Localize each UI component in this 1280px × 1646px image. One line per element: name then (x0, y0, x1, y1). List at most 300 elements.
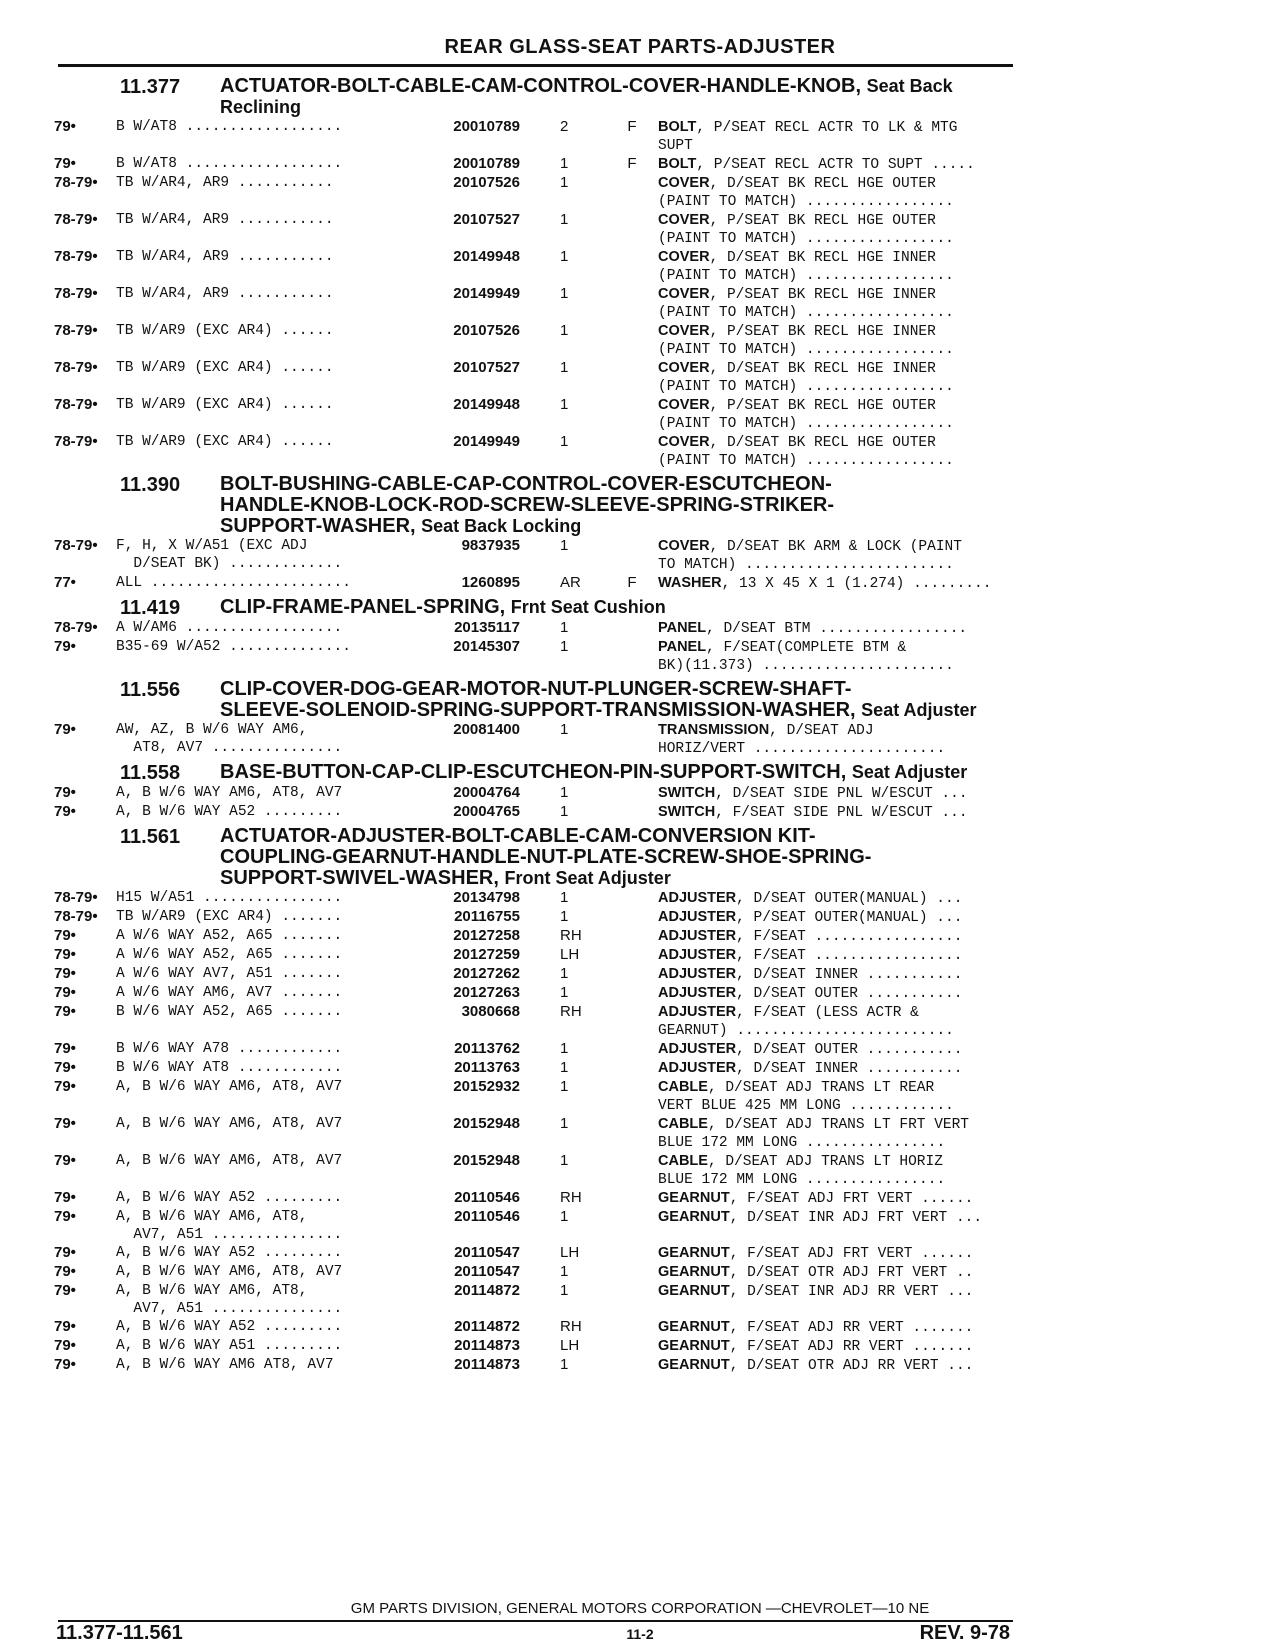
application: TB W/AR4, AR9 ........... (116, 286, 334, 302)
quantity: 1 (560, 1208, 569, 1225)
group-header (54, 762, 1014, 784)
table-row (54, 248, 1014, 285)
model-year: 79• (54, 1337, 76, 1354)
part-number: 20004764 (453, 784, 520, 801)
table-row (54, 1040, 1014, 1059)
part-name: GEARNUT (658, 1245, 730, 1261)
note-code (606, 174, 658, 211)
application: F, H, X W/A51 (EXC ADJ D/SEAT BK) ............. (116, 538, 343, 572)
part-number: 20149949 (453, 285, 520, 302)
description: GEARNUT, D/SEAT OTR ADJ RR VERT ... (658, 1357, 974, 1374)
application: A, B W/6 WAY A52 ......... (116, 1319, 343, 1335)
note-code (606, 1244, 658, 1263)
model-year: 78-79• (54, 889, 98, 906)
application: TB W/AR9 (EXC AR4) ...... (116, 323, 334, 339)
group-number: 11.556 (120, 679, 181, 701)
description: COVER, D/SEAT BK RECL HGE OUTER (PAINT TO MATCH) ................. (658, 175, 954, 210)
model-year: 79• (54, 1318, 76, 1335)
quantity: 1 (560, 1078, 569, 1095)
part-name: GEARNUT (658, 1264, 730, 1280)
application: A, B W/6 WAY AM6, AT8, AV7 (116, 785, 343, 801)
table-row (54, 359, 1014, 396)
page-number: 11-2 (626, 1626, 654, 1642)
quantity: 1 (560, 619, 569, 636)
part-number: 20152948 (453, 1152, 520, 1169)
note-code (606, 965, 658, 984)
part-name: COVER (658, 212, 710, 228)
part-number: 20149949 (453, 433, 520, 450)
description: PANEL, D/SEAT BTM ................. (658, 620, 968, 637)
part-name: TRANSMISSION (658, 722, 770, 738)
note-code (606, 537, 658, 574)
part-number: 20113763 (454, 1059, 520, 1076)
table-row (54, 1003, 1014, 1040)
application: A, B W/6 WAY A52 ......... (116, 1245, 343, 1261)
quantity: LH (560, 1337, 580, 1354)
parts-group (54, 679, 1014, 758)
part-name: ADJUSTER (658, 909, 737, 925)
group-number: 11.561 (120, 826, 181, 848)
group-title-text: CLIP-COVER-DOG-GEAR-MOTOR-NUT-PLUNGER-SCREW-SHAFT- SLEEVE-SOLENOID-SPRING-SUPPORT-TRANSMISSION-WASHER, (220, 678, 856, 721)
quantity: 1 (560, 285, 569, 302)
model-year: 78-79• (54, 285, 98, 302)
part-number: 20127259 (453, 946, 520, 963)
part-number: 20081400 (453, 721, 520, 738)
description: ADJUSTER, F/SEAT (LESS ACTR & GEARNUT) ......................... (658, 1004, 954, 1039)
part-number: 20107527 (453, 211, 520, 228)
part-number: 20010789 (453, 118, 520, 135)
quantity: 1 (560, 1356, 569, 1373)
description: ADJUSTER, D/SEAT OUTER(MANUAL) ... (658, 890, 963, 907)
model-year: 79• (54, 1078, 76, 1095)
note-code (606, 927, 658, 946)
description: COVER, D/SEAT BK RECL HGE OUTER (PAINT TO MATCH) ................. (658, 434, 954, 469)
group-number: 11.390 (120, 474, 181, 496)
quantity: 1 (560, 1059, 569, 1076)
model-year: 79• (54, 1189, 76, 1206)
note-code (606, 1356, 658, 1375)
application: TB W/AR9 (EXC AR4) ...... (116, 434, 334, 450)
table-row (54, 908, 1014, 927)
revision-label: REV. 9-78 (919, 1622, 1010, 1644)
model-year: 78-79• (54, 322, 98, 339)
model-year: 79• (54, 1115, 76, 1132)
description: ADJUSTER, F/SEAT ................. (658, 947, 963, 964)
quantity: 1 (560, 248, 569, 265)
bottom-rule (58, 1620, 1013, 1622)
description: BOLT, P/SEAT RECL ACTR TO LK & MTG SUPT (658, 119, 958, 154)
table-row (54, 537, 1014, 574)
application: A, B W/6 WAY A52 ......... (116, 804, 343, 820)
quantity: RH (560, 1189, 582, 1206)
table-row (54, 803, 1014, 822)
quantity: 1 (560, 433, 569, 450)
quantity: 1 (560, 984, 569, 1001)
quantity: 1 (560, 1282, 569, 1299)
note-code (606, 946, 658, 965)
description: COVER, D/SEAT BK RECL HGE INNER (PAINT TO MATCH) ................. (658, 360, 954, 395)
top-rule (58, 64, 1013, 67)
description: ADJUSTER, D/SEAT INNER ........... (658, 1060, 963, 1077)
part-name: ADJUSTER (658, 1004, 737, 1020)
part-number: 20152932 (453, 1078, 520, 1095)
model-year: 79• (54, 1263, 76, 1280)
note-code (606, 1040, 658, 1059)
model-year: 79• (54, 927, 76, 944)
part-number: 20107527 (453, 359, 520, 376)
application: A, B W/6 WAY AM6, AT8, AV7 (116, 1079, 343, 1095)
quantity: 1 (560, 211, 569, 228)
part-number: 20127262 (453, 965, 520, 982)
table-row (54, 1208, 1014, 1244)
part-name: ADJUSTER (658, 890, 737, 906)
description: ADJUSTER, D/SEAT OUTER ........... (658, 1041, 963, 1058)
model-year: 79• (54, 1003, 76, 1020)
table-row (54, 1189, 1014, 1208)
group-header (54, 679, 1014, 721)
part-name: COVER (658, 434, 710, 450)
group-title (220, 679, 980, 721)
note-code: F (627, 118, 637, 135)
quantity: 1 (560, 155, 569, 172)
note-code (606, 1337, 658, 1356)
application: A, B W/6 WAY AM6 AT8, AV7 (116, 1357, 334, 1373)
group-header (54, 474, 1014, 537)
table-row (54, 285, 1014, 322)
quantity: LH (560, 946, 580, 963)
part-name: ADJUSTER (658, 947, 737, 963)
note-code (606, 1318, 658, 1337)
group-title-text: CLIP-FRAME-PANEL-SPRING, (220, 596, 506, 618)
part-name: ADJUSTER (658, 1060, 737, 1076)
model-year: 78-79• (54, 908, 98, 925)
quantity: 1 (560, 1040, 569, 1057)
group-title-text: BOLT-BUSHING-CABLE-CAP-CONTROL-COVER-ESCUTCHEON- HANDLE-KNOB-LOCK-ROD-SCREW-SLEEVE-SPRING-STRIKER- SUPPORT-WASHER, (220, 473, 835, 537)
table-row (54, 984, 1014, 1003)
quantity: 1 (560, 965, 569, 982)
group-subtitle: Seat Adjuster (861, 700, 977, 720)
parts-group (54, 76, 1014, 470)
description: GEARNUT, F/SEAT ADJ RR VERT ....... (658, 1319, 974, 1336)
part-number: 3080668 (461, 1003, 520, 1020)
part-name: ADJUSTER (658, 928, 737, 944)
model-year: 79• (54, 946, 76, 963)
model-year: 78-79• (54, 211, 98, 228)
part-number: 20004765 (453, 803, 520, 820)
page-range: 11.377-11.561 (56, 1622, 183, 1644)
description: CABLE, D/SEAT ADJ TRANS LT HORIZ BLUE 172 MM LONG ................ (658, 1153, 946, 1188)
note-code (606, 619, 658, 638)
group-subtitle: Front Seat Adjuster (504, 868, 671, 888)
note-code (606, 1208, 658, 1244)
part-name: COVER (658, 286, 710, 302)
model-year: 79• (54, 155, 76, 172)
description: ADJUSTER, D/SEAT INNER ........... (658, 966, 963, 983)
table-row (54, 619, 1014, 638)
note-code (606, 1282, 658, 1318)
group-title (220, 762, 980, 783)
table-row (54, 1115, 1014, 1152)
group-number: 11.558 (120, 762, 181, 784)
description: COVER, P/SEAT BK RECL HGE INNER (PAINT TO MATCH) ................. (658, 323, 954, 358)
model-year: 79• (54, 1282, 76, 1299)
part-number: 20149948 (453, 248, 520, 265)
application: H15 W/A51 ................ (116, 890, 343, 906)
part-name: PANEL (658, 620, 707, 636)
part-name: COVER (658, 249, 710, 265)
parts-group (54, 597, 1014, 675)
part-name: PANEL (658, 639, 707, 655)
part-number: 20113762 (454, 1040, 520, 1057)
table-row (54, 946, 1014, 965)
table-row (54, 1318, 1014, 1337)
part-number: 20110546 (454, 1208, 520, 1225)
description: COVER, P/SEAT BK RECL HGE OUTER (PAINT TO MATCH) ................. (658, 397, 954, 432)
model-year: 78-79• (54, 433, 98, 450)
table-row (54, 889, 1014, 908)
table-row (54, 1263, 1014, 1282)
note-code (606, 1078, 658, 1115)
model-year: 78-79• (54, 359, 98, 376)
quantity: RH (560, 1318, 582, 1335)
note-code (606, 721, 658, 758)
part-number: 20127263 (453, 984, 520, 1001)
note-code (606, 396, 658, 433)
application: ALL ....................... (116, 575, 351, 591)
model-year: 79• (54, 803, 76, 820)
application: A, B W/6 WAY AM6, AT8, AV7 (116, 1264, 343, 1280)
application: B W/AT8 .................. (116, 156, 343, 172)
description: CABLE, D/SEAT ADJ TRANS LT REAR VERT BLUE 425 MM LONG ............ (658, 1079, 954, 1114)
group-title (220, 76, 980, 118)
quantity: 1 (560, 174, 569, 191)
group-title (220, 474, 980, 537)
part-number: 20134798 (453, 889, 520, 906)
table-row (54, 1152, 1014, 1189)
parts-group (54, 474, 1014, 593)
table-row (54, 574, 1014, 593)
model-year: 79• (54, 1059, 76, 1076)
group-number: 11.419 (120, 597, 181, 619)
application: TB W/AR9 (EXC AR4) ...... (116, 360, 334, 376)
part-name: ADJUSTER (658, 966, 737, 982)
application: A, B W/6 WAY A52 ......... (116, 1190, 343, 1206)
quantity: 1 (560, 359, 569, 376)
table-row (54, 1059, 1014, 1078)
application: TB W/AR4, AR9 ........... (116, 212, 334, 228)
table-row (54, 1356, 1014, 1375)
application: A W/6 WAY A52, A65 ....... (116, 928, 343, 944)
note-code (606, 1059, 658, 1078)
application: TB W/AR4, AR9 ........... (116, 175, 334, 191)
part-number: 20127258 (453, 927, 520, 944)
part-name: GEARNUT (658, 1357, 730, 1373)
page-title: REAR GLASS-SEAT PARTS-ADJUSTER (444, 36, 836, 58)
group-title-text: BASE-BUTTON-CAP-CLIP-ESCUTCHEON-PIN-SUPPORT-SWITCH, (220, 761, 847, 783)
group-title (220, 826, 980, 889)
part-number: 20114872 (454, 1282, 520, 1299)
part-name: BOLT (658, 119, 697, 135)
model-year: 79• (54, 638, 76, 655)
quantity: 1 (560, 1152, 569, 1169)
group-title (220, 597, 980, 618)
application: B W/6 WAY A52, A65 ....... (116, 1004, 343, 1020)
quantity: AR (560, 574, 581, 591)
description: TRANSMISSION, D/SEAT ADJ HORIZ/VERT ...................... (658, 722, 946, 757)
note-code (606, 248, 658, 285)
quantity: 1 (560, 537, 569, 554)
quantity: 1 (560, 721, 569, 738)
part-number: 20107526 (453, 322, 520, 339)
description: ADJUSTER, P/SEAT OUTER(MANUAL) ... (658, 909, 963, 926)
quantity: 1 (560, 889, 569, 906)
note-code (606, 908, 658, 927)
note-code (606, 1003, 658, 1040)
application: A, B W/6 WAY AM6, AT8, AV7 (116, 1153, 343, 1169)
model-year: 79• (54, 1244, 76, 1261)
part-number: 20145307 (453, 638, 520, 655)
application: B W/6 WAY A78 ............ (116, 1041, 343, 1057)
parts-group (54, 826, 1014, 1375)
application: A, B W/6 WAY A51 ......... (116, 1338, 343, 1354)
description: WASHER, 13 X 45 X 1 (1.274) ......... (658, 575, 992, 592)
description: ADJUSTER, F/SEAT ................. (658, 928, 963, 945)
model-year: 78-79• (54, 396, 98, 413)
application: B W/AT8 .................. (116, 119, 343, 135)
note-code: F (627, 574, 637, 591)
note-code (606, 1189, 658, 1208)
application: TB W/AR4, AR9 ........... (116, 249, 334, 265)
table-row (54, 118, 1014, 155)
description: COVER, D/SEAT BK ARM & LOCK (PAINT TO MATCH) ........................ (658, 538, 962, 573)
part-name: CABLE (658, 1153, 708, 1169)
application: AW, AZ, B W/6 WAY AM6, AT8, AV7 ............... (116, 722, 343, 756)
application: A W/AM6 .................. (116, 620, 343, 636)
group-header (54, 76, 1014, 118)
part-name: COVER (658, 323, 710, 339)
note-code (606, 211, 658, 248)
model-year: 79• (54, 1040, 76, 1057)
description: GEARNUT, D/SEAT INR ADJ FRT VERT ... (658, 1209, 983, 1226)
model-year: 78-79• (54, 537, 98, 554)
part-name: COVER (658, 538, 710, 554)
table-row (54, 174, 1014, 211)
application: TB W/AR9 (EXC AR4) ....... (116, 909, 343, 925)
part-number: 20114872 (454, 1318, 520, 1335)
part-name: COVER (658, 175, 710, 191)
description: ADJUSTER, D/SEAT OUTER ........... (658, 985, 963, 1002)
quantity: LH (560, 1244, 580, 1261)
table-row (54, 155, 1014, 174)
part-name: COVER (658, 360, 710, 376)
part-name: BOLT (658, 156, 697, 172)
quantity: 1 (560, 1115, 569, 1132)
part-name: GEARNUT (658, 1209, 730, 1225)
note-code: F (627, 155, 637, 172)
model-year: 79• (54, 1152, 76, 1169)
part-name: GEARNUT (658, 1319, 730, 1335)
note-code (606, 803, 658, 822)
parts-list (54, 72, 1014, 1375)
part-name: SWITCH (658, 804, 716, 820)
description: SWITCH, D/SEAT SIDE PNL W/ESCUT ... (658, 785, 968, 802)
quantity: 1 (560, 908, 569, 925)
table-row (54, 1078, 1014, 1115)
group-subtitle: Frnt Seat Cushion (510, 597, 666, 617)
application: A, B W/6 WAY AM6, AT8, AV7, A51 ............... (116, 1209, 343, 1243)
part-name: CABLE (658, 1079, 708, 1095)
model-year: 79• (54, 1208, 76, 1225)
model-year: 79• (54, 1356, 76, 1373)
quantity: RH (560, 1003, 582, 1020)
application: A W/6 WAY AV7, A51 ....... (116, 966, 343, 982)
description: GEARNUT, F/SEAT ADJ RR VERT ....... (658, 1338, 974, 1355)
part-name: COVER (658, 397, 710, 413)
part-number: 20110547 (454, 1263, 520, 1280)
note-code (606, 1263, 658, 1282)
table-row (54, 1282, 1014, 1318)
description: PANEL, F/SEAT(COMPLETE BTM & BK)(11.373) ...................... (658, 639, 954, 674)
table-row (54, 721, 1014, 758)
part-name: ADJUSTER (658, 1041, 737, 1057)
part-name: GEARNUT (658, 1338, 730, 1354)
part-number: 9837935 (461, 537, 520, 554)
quantity: 1 (560, 1263, 569, 1280)
group-subtitle: Seat Back Locking (421, 516, 582, 536)
quantity: 1 (560, 322, 569, 339)
application: TB W/AR9 (EXC AR4) ...... (116, 397, 334, 413)
group-title-text: ACTUATOR-ADJUSTER-BOLT-CABLE-CAM-CONVERSION KIT- COUPLING-GEARNUT-HANDLE-NUT-PLATE-SCREW-SHOE-SPRING- SUPPORT-SWIVEL-WASHER, (220, 825, 872, 889)
note-code (606, 359, 658, 396)
table-row (54, 965, 1014, 984)
group-header (54, 597, 1014, 619)
model-year: 79• (54, 118, 76, 135)
part-number: 20107526 (453, 174, 520, 191)
table-row (54, 1244, 1014, 1263)
description: CABLE, D/SEAT ADJ TRANS LT FRT VERT BLUE 172 MM LONG ................ (658, 1116, 969, 1151)
note-code (606, 638, 658, 675)
note-code (606, 322, 658, 359)
model-year: 78-79• (54, 619, 98, 636)
footer-note: GM PARTS DIVISION, GENERAL MOTORS CORPORATION —CHEVROLET—10 NE (350, 1600, 930, 1617)
quantity: 2 (560, 118, 569, 135)
quantity: 1 (560, 638, 569, 655)
note-code (606, 1152, 658, 1189)
application: A, B W/6 WAY AM6, AT8, AV7, A51 ............... (116, 1283, 343, 1317)
part-number: 20110547 (454, 1244, 520, 1261)
model-year: 79• (54, 721, 76, 738)
part-number: 20149948 (453, 396, 520, 413)
group-subtitle: Seat Back Reclining (220, 76, 953, 117)
note-code (606, 784, 658, 803)
description: SWITCH, F/SEAT SIDE PNL W/ESCUT ... (658, 804, 968, 821)
table-row (54, 322, 1014, 359)
description: COVER, D/SEAT BK RECL HGE INNER (PAINT TO MATCH) ................. (658, 249, 954, 284)
model-year: 78-79• (54, 248, 98, 265)
table-row (54, 638, 1014, 675)
part-number: 20135117 (454, 619, 520, 636)
part-name: GEARNUT (658, 1190, 730, 1206)
quantity: 1 (560, 803, 569, 820)
note-code (606, 285, 658, 322)
table-row (54, 1337, 1014, 1356)
note-code (606, 889, 658, 908)
part-name: WASHER (658, 575, 722, 591)
note-code (606, 433, 658, 470)
note-code (606, 984, 658, 1003)
part-number: 20114873 (454, 1356, 520, 1373)
description: COVER, P/SEAT BK RECL HGE INNER (PAINT TO MATCH) ................. (658, 286, 954, 321)
